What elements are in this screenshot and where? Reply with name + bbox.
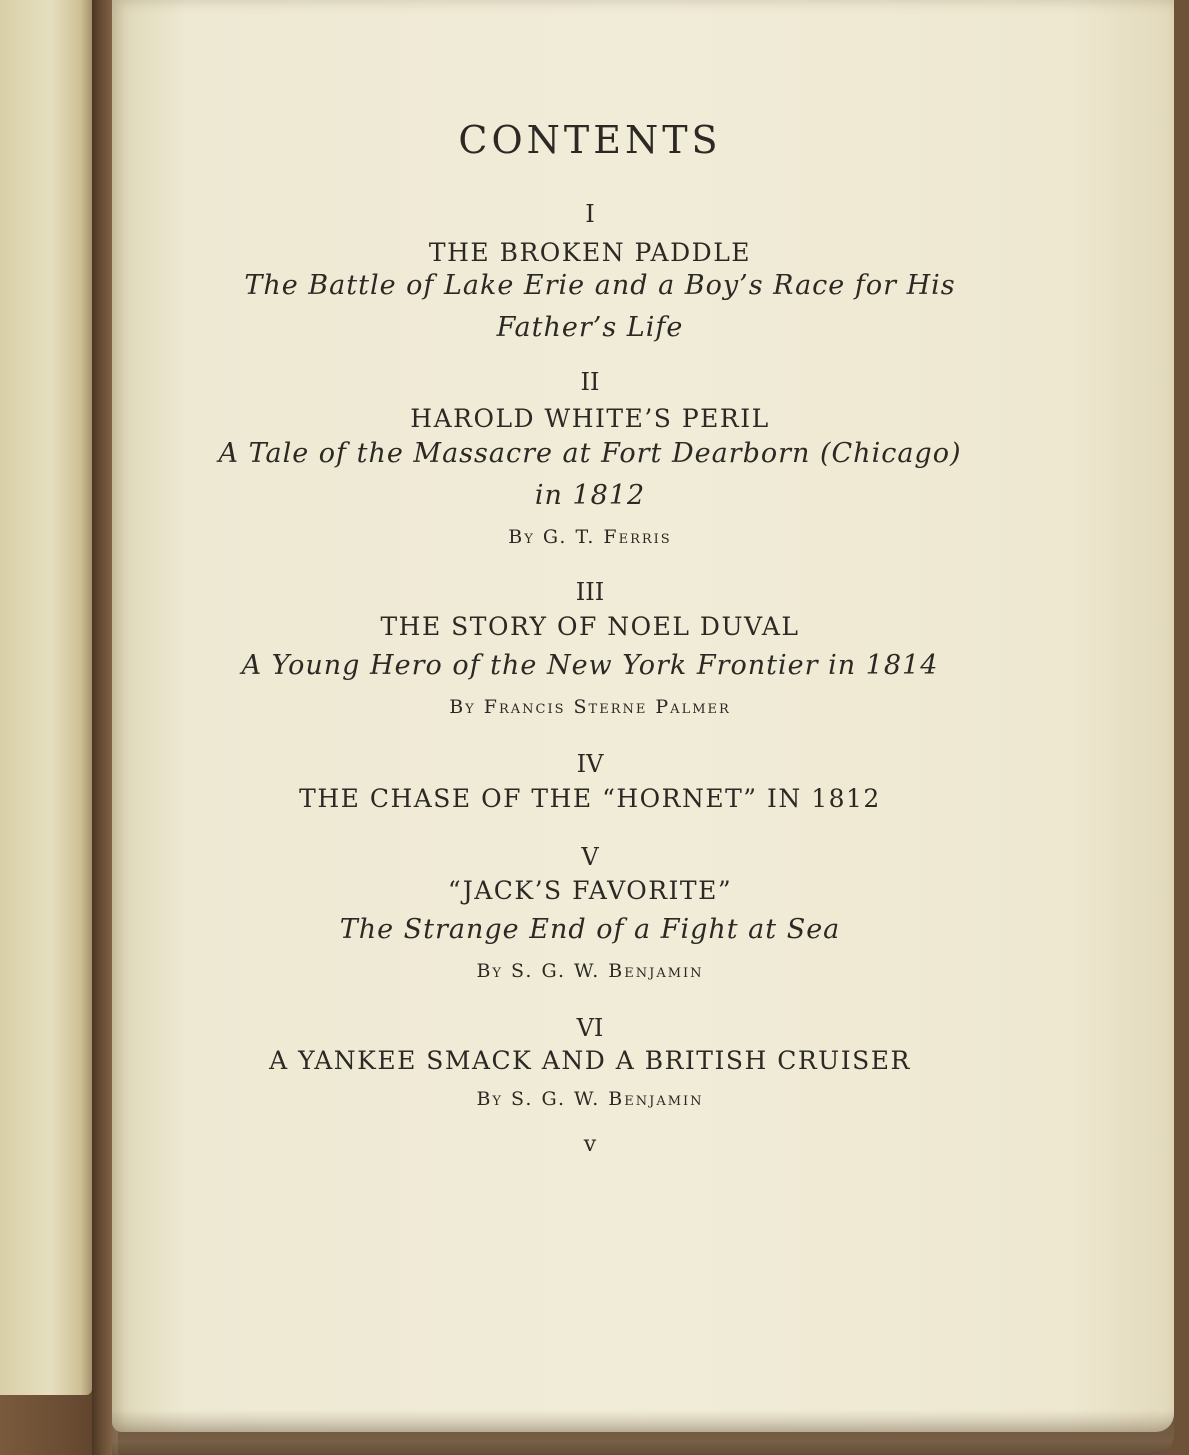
chapter-4-title: THE CHASE OF THE “HORNET” IN 1812 [299,784,881,813]
chapter-1-numeral: I [585,200,595,228]
chapter-3-title: THE STORY OF NOEL DUVAL [380,612,800,641]
chapter-5-author: By S. G. W. Benjamin [476,960,704,982]
chapter-6-title: A YANKEE SMACK AND A BRITISH CRUISER [269,1046,911,1075]
chapter-2-subtitle: A Tale of the Massacre at Fort Dearborn (Chicago) [218,438,962,469]
chapter-4-numeral: IV [576,750,604,778]
page-bottom-edge [112,1410,1174,1455]
chapter-2-subtitle-cont: in 1812 [534,480,646,511]
page-title: CONTENTS [458,118,722,162]
chapter-5-subtitle: The Strange End of a Fight at Sea [339,914,841,945]
chapter-2-numeral: II [580,368,600,396]
chapter-3-author: By Francis Sterne Palmer [449,696,731,718]
chapter-3-subtitle: A Young Hero of the New York Frontier in 1814 [241,650,939,681]
facing-page [0,0,92,1395]
chapter-1-subtitle-cont: Father’s Life [496,312,684,343]
chapter-6-author: By S. G. W. Benjamin [476,1088,704,1110]
chapter-2-author: By G. T. Ferris [508,526,672,548]
chapter-1-subtitle: The Battle of Lake Erie and a Boy’s Race for His [244,270,956,301]
chapter-1-title: THE BROKEN PADDLE [428,238,752,267]
chapter-3-numeral: III [575,578,605,606]
chapter-5-title: “JACK’S FAVORITE” [447,876,733,905]
chapter-5-numeral: V [581,843,599,871]
chapter-6-numeral: VI [576,1014,604,1042]
chapter-2-title: HAROLD WHITE’S PERIL [410,404,770,433]
page-number: v [583,1132,597,1157]
